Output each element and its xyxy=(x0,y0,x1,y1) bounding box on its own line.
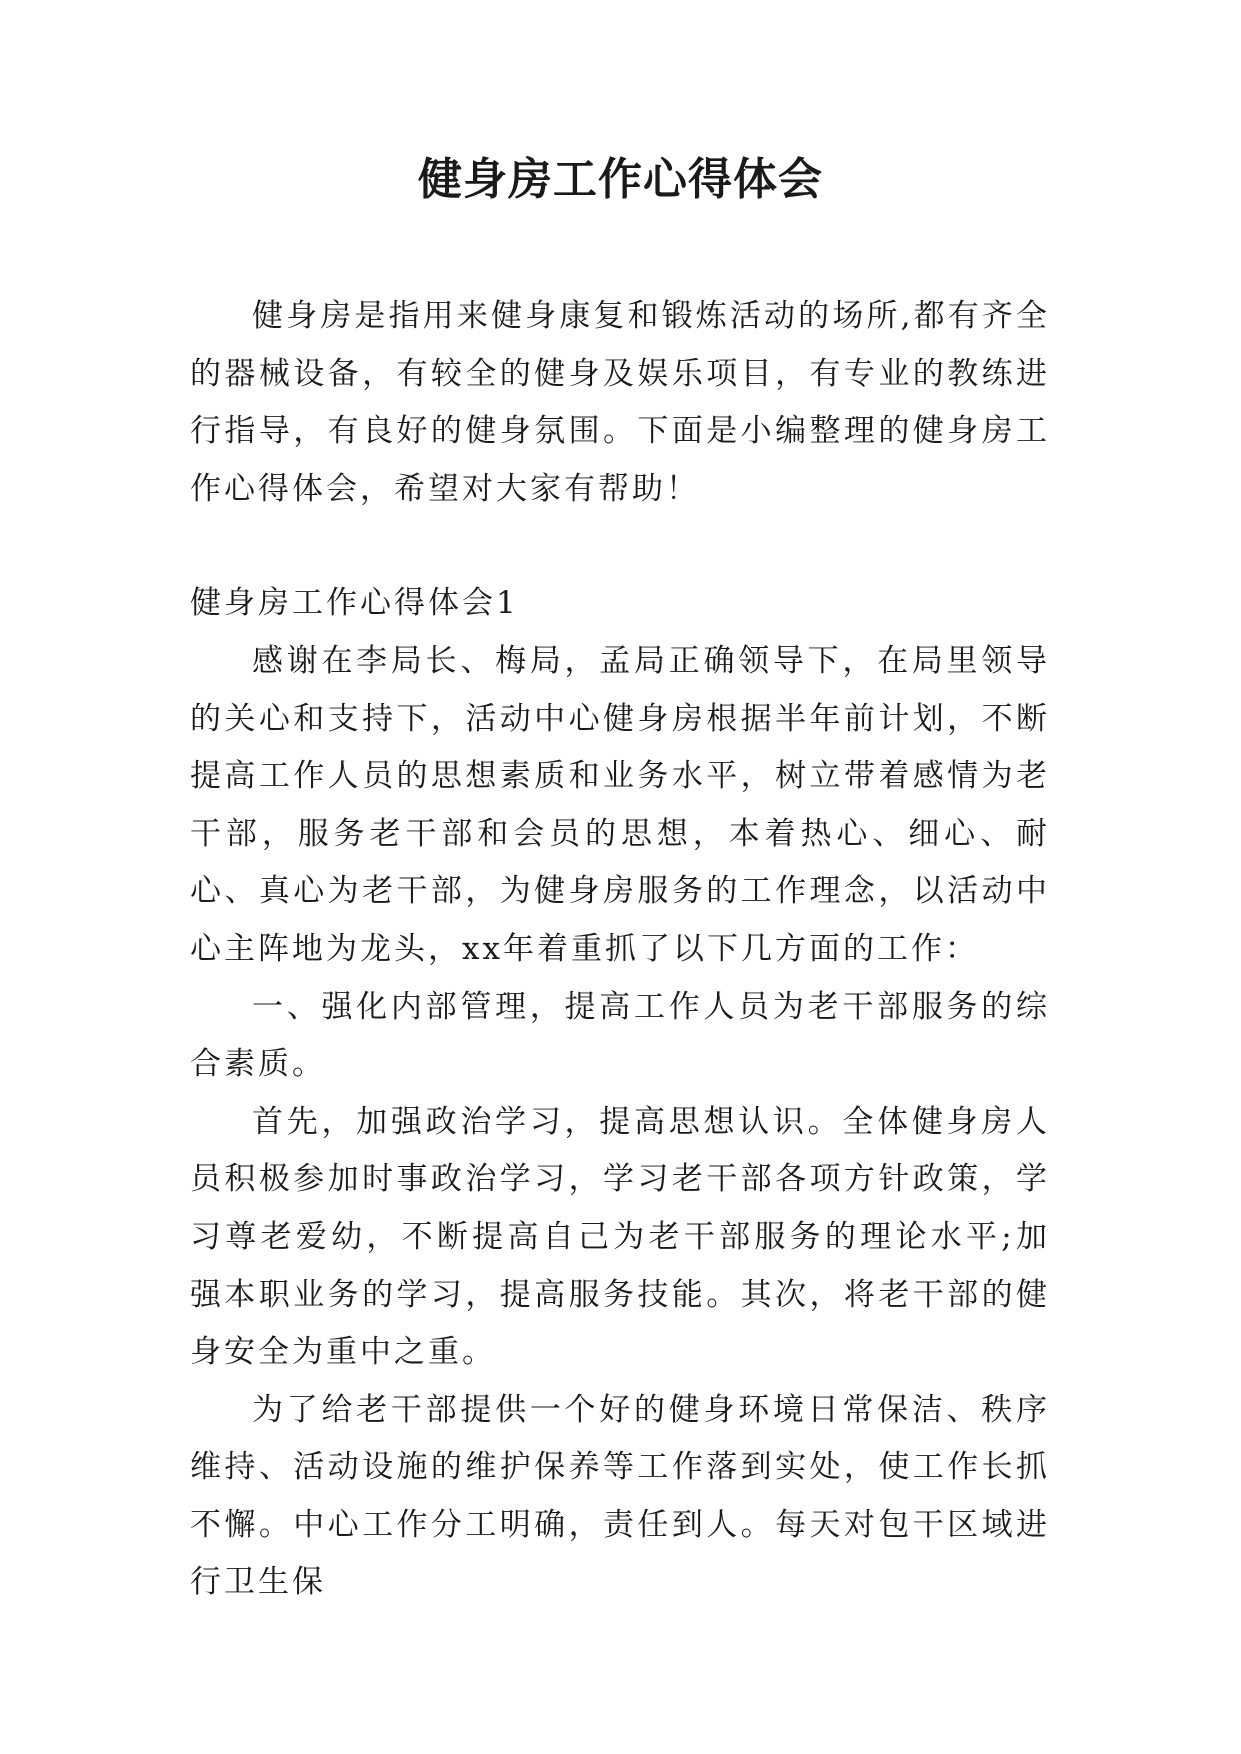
body-paragraph: 感谢在李局长、梅局，孟局正确领导下，在局里领导的关心和支持下，活动中心健身房根据半年前计划，不断提高工作人员的思想素质和业务水平，树立带着感情为老干部，服务老干部和会员的思想，本着热心、细心、耐心、真心为老干部，为健身房服务的工作理念，以活动中心主阵地为龙头，xx年着重抓了以下几方面的工作： xyxy=(190,642,1050,967)
body-paragraph: 首先，加强政治学习，提高思想认识。全体健身房人员积极参加时事政治学习，学习老干部各项方针政策，学习尊老爱幼，不断提高自己为老干部服务的理论水平;加强本职业务的学习，提高服务技能。其次，将老干部的健身安全为重中之重。 xyxy=(190,1103,1050,1371)
paragraph-gap xyxy=(190,518,1050,575)
body-paragraph: 为了给老干部提供一个好的健身环境日常保洁、秩序维持、活动设施的维护保养等工作落到实处，使工作长抓不懈。中心工作分工明确，责任到人。每天对包干区域进行卫生保 xyxy=(190,1391,1050,1601)
document-body xyxy=(190,288,1050,1612)
intro-paragraph: 健身房是指用来健身康复和锻炼活动的场所,都有齐全的器械设备，有较全的健身及娱乐项目，有专业的教练进行指导，有良好的健身氛围。下面是小编整理的健身房工作心得体会，希望对大家有帮助！ xyxy=(190,298,1050,507)
document-title: 健身房工作心得体会 xyxy=(418,154,823,205)
body-paragraph: 一、强化内部管理，提高工作人员为老干部服务的综合素质。 xyxy=(190,988,1050,1083)
section-heading: 健身房工作心得体会1 xyxy=(190,585,519,622)
